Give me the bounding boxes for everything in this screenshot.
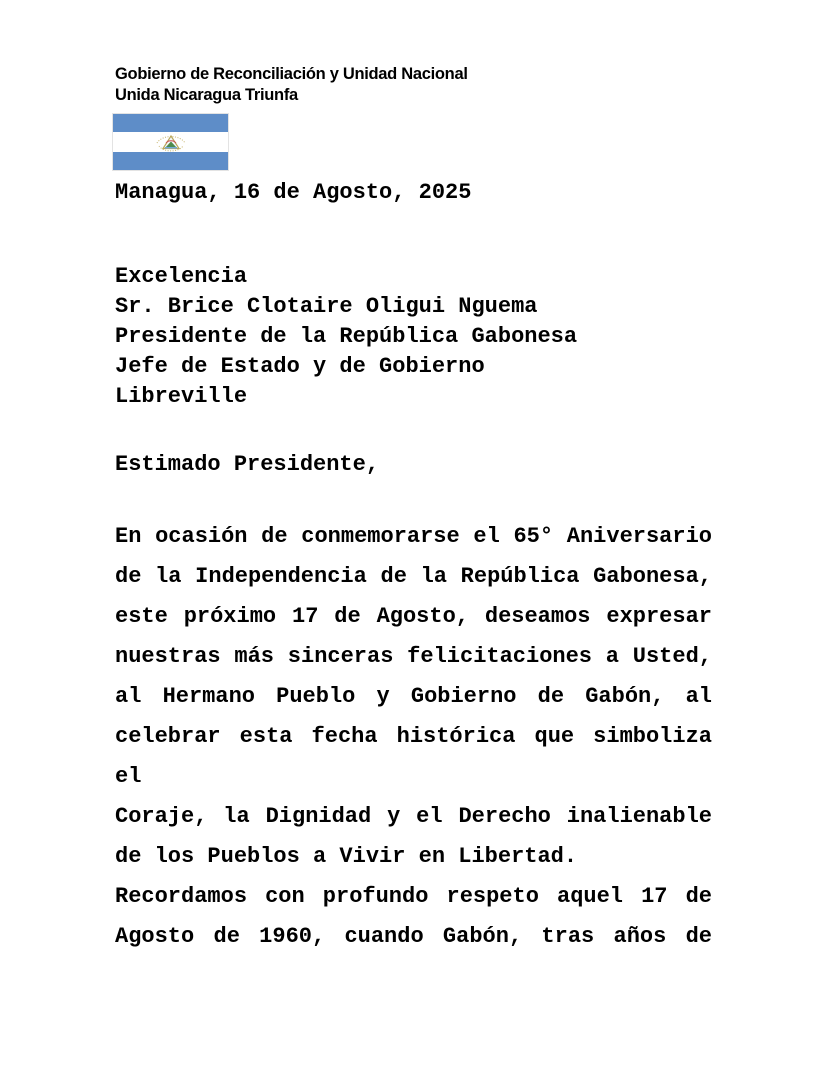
text-line: Jefe de Estado y de Gobierno — [115, 354, 485, 379]
text-line: al Hermano Pueblo y Gobierno de Gabón, al — [115, 684, 712, 709]
body-paragraph-1 — [115, 517, 712, 877]
text-line: de la Independencia de la República Gabonesa, — [115, 564, 712, 589]
text-line: de los Pueblos a Vivir en Libertad. — [115, 844, 578, 869]
letterhead-line2: Unida Nicaragua Triunfa — [115, 86, 298, 104]
flag-stripe-bottom — [113, 152, 228, 170]
nicaragua-flag-icon — [113, 114, 228, 170]
text-line: Recordamos con profundo respeto aquel 17 de — [115, 884, 712, 909]
text-line: nuestras más sinceras felicitaciones a Usted, — [115, 644, 712, 669]
text-line: En ocasión de conmemorarse el 65° Aniversario — [115, 524, 712, 549]
text-line: Excelencia — [115, 264, 248, 289]
text-line: celebrar esta fecha histórica que simboliza el — [115, 724, 712, 789]
text-line: Agosto de 1960, cuando Gabón, tras años de — [115, 924, 712, 949]
coat-of-arms-emblem — [151, 133, 191, 152]
date-line: Managua, 16 de Agosto, 2025 — [115, 180, 472, 205]
text-line: Presidente de la República Gabonesa — [115, 324, 578, 349]
letterhead-line1: Gobierno de Reconciliación y Unidad Nacional — [115, 65, 468, 83]
text-line: Coraje, la Dignidad y el Derecho inalienable — [115, 804, 712, 829]
recipient-block — [115, 262, 577, 412]
text-line: este próximo 17 de Agosto, deseamos expresar — [115, 604, 712, 629]
text-line: Sr. Brice Clotaire Oligui Nguema — [115, 294, 538, 319]
letterhead — [115, 64, 468, 106]
text-line: Libreville — [115, 384, 248, 409]
salutation-line: Estimado Presidente, — [115, 452, 380, 477]
flag-stripe-middle — [113, 132, 228, 152]
flag-stripe-top — [113, 114, 228, 132]
body-paragraph-2 — [115, 877, 712, 957]
